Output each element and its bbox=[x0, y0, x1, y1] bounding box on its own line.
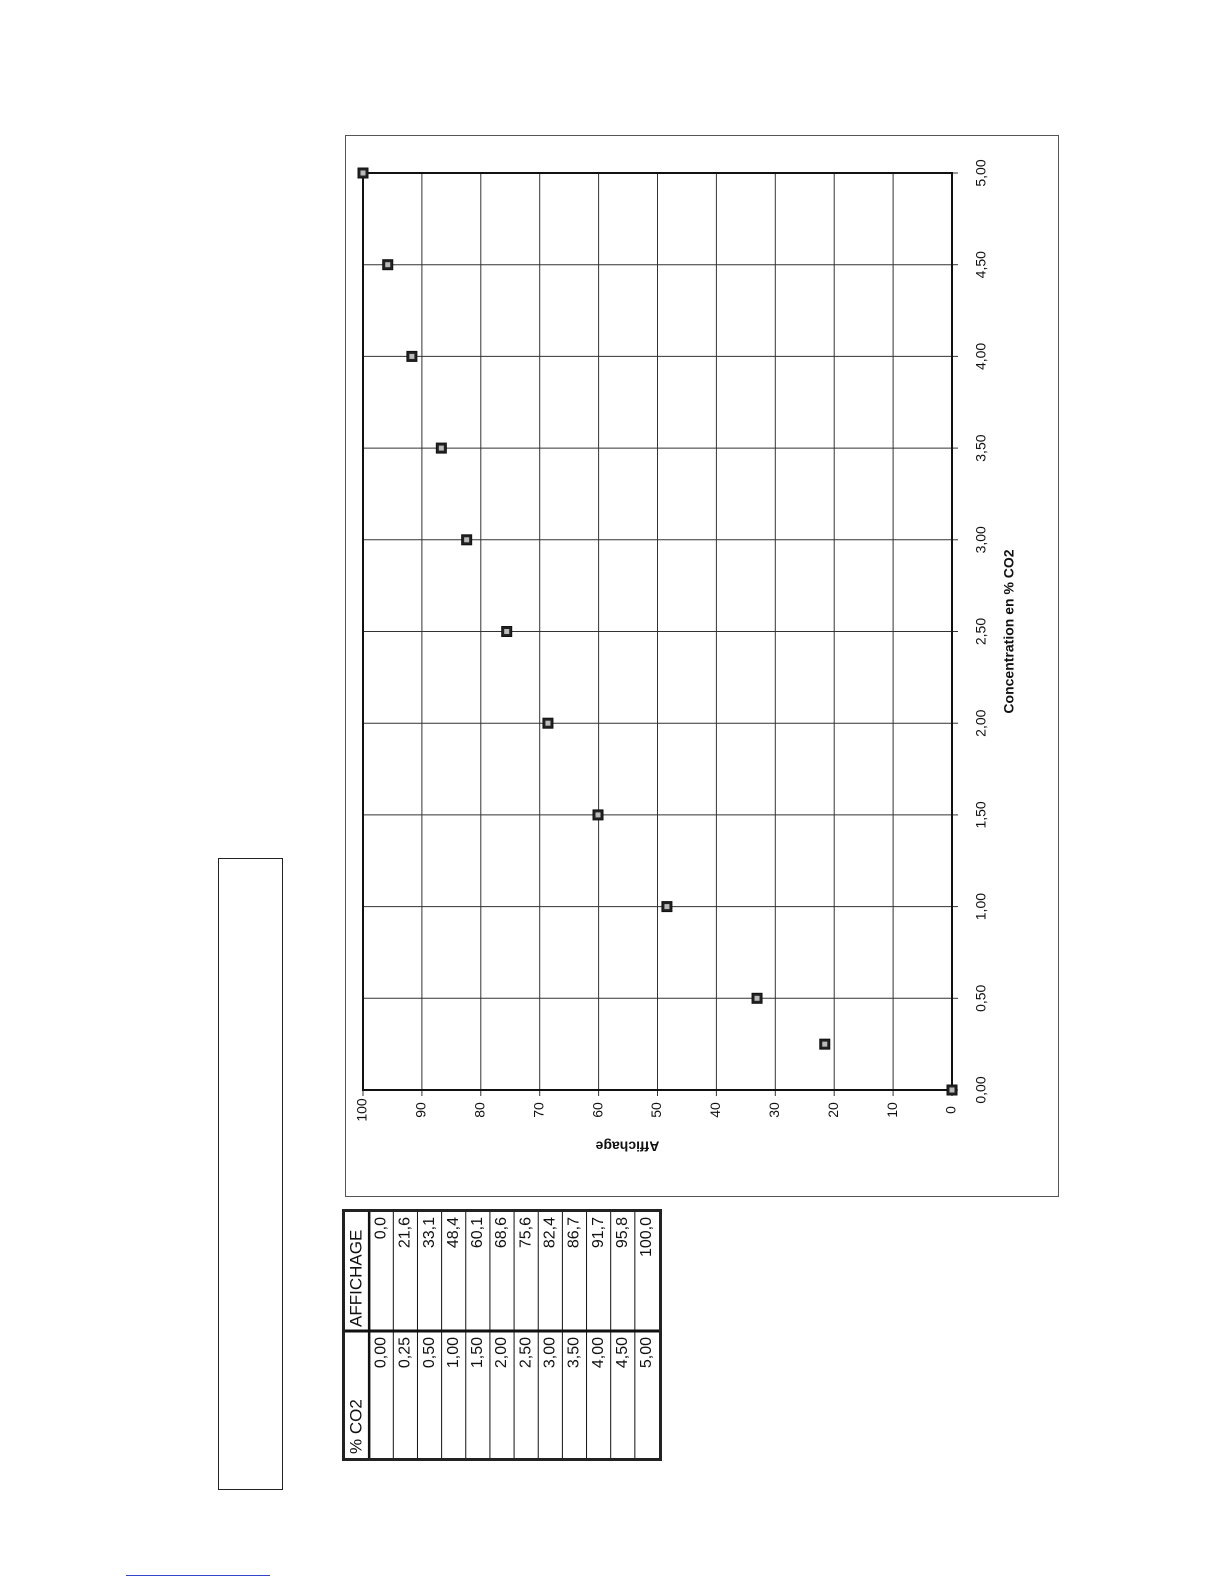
data-point bbox=[383, 260, 393, 270]
y-tick-label: 60 bbox=[589, 1102, 606, 1118]
x-tick-label: 3,50 bbox=[972, 434, 989, 462]
data-point-marker-center bbox=[664, 904, 669, 909]
x-tick-label: 1,50 bbox=[972, 801, 989, 829]
y-tick-label: 40 bbox=[707, 1102, 724, 1118]
x-tick-label: 4,00 bbox=[972, 342, 989, 371]
table-body bbox=[345, 1212, 659, 1458]
x-tick-label: 0,50 bbox=[972, 984, 989, 1012]
table-cell-co2: 2,50 bbox=[517, 1337, 535, 1369]
y-tick-label: 0 bbox=[942, 1106, 959, 1114]
y-tick-label: 30 bbox=[766, 1102, 783, 1118]
table-cell-co2: 0,25 bbox=[396, 1337, 414, 1369]
y-tick-label: 20 bbox=[824, 1102, 841, 1118]
data-point bbox=[820, 1039, 830, 1049]
table-cell-co2: 0,00 bbox=[372, 1337, 390, 1369]
table-cell-affichage: 0,0 bbox=[372, 1217, 390, 1240]
data-table-grid bbox=[345, 1212, 659, 1458]
table-cell-affichage: 33,1 bbox=[420, 1217, 438, 1249]
table-cell-co2: 2,00 bbox=[493, 1337, 511, 1369]
data-point bbox=[752, 993, 762, 1003]
data-point bbox=[502, 627, 512, 637]
data-point-marker-center bbox=[822, 1042, 827, 1047]
x-tick-label: 2,00 bbox=[972, 709, 989, 737]
table-cell-affichage: 91,7 bbox=[589, 1217, 607, 1249]
y-axis-title: Affichage bbox=[595, 1138, 660, 1155]
data-point bbox=[662, 902, 672, 912]
data-point-marker-center bbox=[596, 812, 601, 817]
table-cell-affichage: 95,8 bbox=[613, 1217, 632, 1249]
data-point-marker-center bbox=[950, 1088, 955, 1093]
data-point-marker-center bbox=[504, 629, 509, 634]
y-tick-label: 100 bbox=[353, 1098, 370, 1122]
data-point-marker-center bbox=[361, 171, 366, 176]
data-point-marker-center bbox=[439, 446, 444, 451]
y-tick-label: 50 bbox=[648, 1102, 665, 1118]
table-cell-affichage: 100,0 bbox=[638, 1217, 656, 1258]
table-cell-co2: 1,50 bbox=[469, 1337, 487, 1369]
table-cell-affichage: 75,6 bbox=[517, 1217, 535, 1249]
scatter-chart bbox=[346, 136, 1058, 1196]
chart-frame bbox=[345, 135, 1059, 1197]
y-tick-label: 90 bbox=[412, 1102, 429, 1118]
table-cell-affichage: 86,7 bbox=[565, 1217, 583, 1249]
x-tick-label: 4,50 bbox=[972, 251, 989, 279]
table-cell-co2: 5,00 bbox=[638, 1337, 656, 1369]
data-point-marker-center bbox=[545, 721, 550, 726]
data-point bbox=[358, 168, 368, 178]
data-point bbox=[947, 1085, 957, 1095]
table-cell-affichage: 60,1 bbox=[469, 1217, 487, 1249]
data-point bbox=[462, 535, 472, 545]
data-point bbox=[543, 718, 553, 728]
data-point-marker-center bbox=[464, 537, 469, 542]
y-tick-label: 80 bbox=[471, 1102, 488, 1118]
x-tick-label: 2,50 bbox=[972, 617, 989, 646]
x-tick-label: 5,00 bbox=[972, 159, 989, 187]
y-tick-label: 70 bbox=[530, 1102, 547, 1118]
table-cell-co2: 0,50 bbox=[420, 1337, 438, 1369]
y-tick-label: 10 bbox=[883, 1102, 900, 1118]
table-cell-affichage: 68,6 bbox=[493, 1217, 511, 1249]
table-cell-co2: 4,50 bbox=[613, 1337, 632, 1369]
data-point-marker-center bbox=[385, 262, 390, 267]
x-tick-label: 3,00 bbox=[972, 526, 989, 554]
table-header-affichage: AFFICHAGE bbox=[346, 1229, 366, 1327]
table-cell-co2: 1,00 bbox=[444, 1337, 462, 1369]
data-table bbox=[342, 1209, 662, 1461]
table-cell-affichage: 48,4 bbox=[444, 1217, 462, 1249]
data-point bbox=[407, 351, 417, 361]
plot-area bbox=[354, 159, 1017, 1154]
link-underline bbox=[126, 1575, 270, 1576]
table-cell-co2: 4,00 bbox=[589, 1337, 607, 1369]
table-cell-affichage: 21,6 bbox=[396, 1217, 414, 1249]
table-cell-co2: 3,50 bbox=[565, 1337, 583, 1369]
data-point-marker-center bbox=[755, 996, 760, 1001]
data-point bbox=[436, 443, 446, 453]
table-cell-co2: 3,00 bbox=[541, 1337, 559, 1369]
data-point bbox=[593, 810, 603, 820]
data-point-marker-center bbox=[409, 354, 414, 359]
x-tick-label: 0,00 bbox=[972, 1076, 989, 1104]
x-axis-title: Concentration en % CO2 bbox=[1000, 549, 1017, 714]
x-tick-label: 1,00 bbox=[972, 892, 989, 921]
table-header-co2: % CO2 bbox=[346, 1399, 366, 1454]
table-cell-affichage: 82,4 bbox=[541, 1217, 559, 1249]
empty-label-box bbox=[218, 858, 283, 1490]
